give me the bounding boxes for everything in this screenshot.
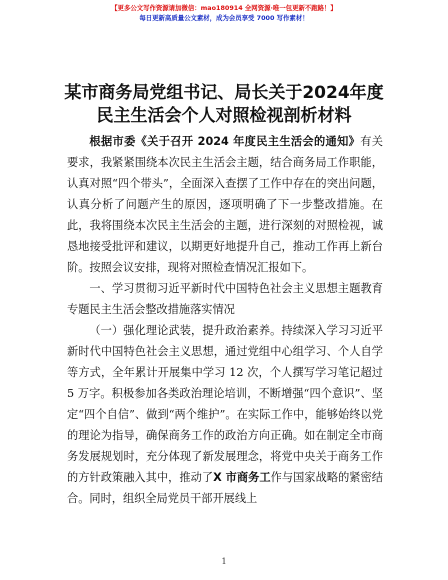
paragraph-intro [67, 131, 383, 278]
section-text-b: 作与国家战略的紧密结合。同时，组织全局党员干部开展线上 [67, 471, 383, 505]
document-body [67, 131, 383, 509]
section-text-bold: X 市商务工 [213, 471, 271, 484]
subsection-heading: （一）强化理论武装，提升政治素养。 [89, 324, 282, 337]
section-heading: 一、学习贯彻习近平新时代中国特色社会主义思想主题教育专题民主生活会整改措施落实情况 [67, 282, 383, 316]
paragraph-section-1 [67, 320, 383, 509]
banner-line-2: 每日更新高质量公文素材，成为会员享受 7000 写作素材！ [139, 14, 309, 22]
page-number: 1 [221, 557, 227, 566]
notice-title: 《关于召开 2024 年度民主生活会的通知》 [135, 135, 361, 148]
intro-lead: 根据市委 [89, 135, 136, 148]
section-text-a: 持续深入学习习近平新时代中国特色社会主义思想，通过党组中心组学习、个人自学等方式，全年累计开展集中学习 12 次，个人撰写学习笔记超过 5 万字。积极参加各类政治理论培训，不断增强“四个意识”、坚定“四个自信”、做到“两个维护”。在实际工作中，能够始终以党的理论为指导，确保商务工作的政治方向正确。如在制定全市商务发展规划时，充分体现了新发展理念，将党中央关于商务工作的方针政策融入其中，推动了 [67, 324, 383, 484]
banner-line-1: 【更多公文写作资源请加微信：mao180914 全网资源·唯一包更新不跑路！】 [111, 4, 337, 12]
intro-text: 有关要求，我紧紧围绕本次民主生活会主题，结合商务局工作职能，认真对照“四个带头”，全面深入查摆了工作中存在的突出问题，认真分析了问题产生的原因，逐项明确了下一步整改措施。在此，我将围绕本次民主生活会的主题，进行深刻的对照检视，诚恳地接受批评和建议，以期更好地提升自己，推动工作再上新台阶。按照会议安排，现将对照检查情况汇报如下。 [67, 135, 383, 274]
document-title: 某市商务局党组书记、局长关于2024年度民主生活会个人对照检视剖析材料 [64, 83, 384, 126]
header-banner [0, 3, 448, 23]
